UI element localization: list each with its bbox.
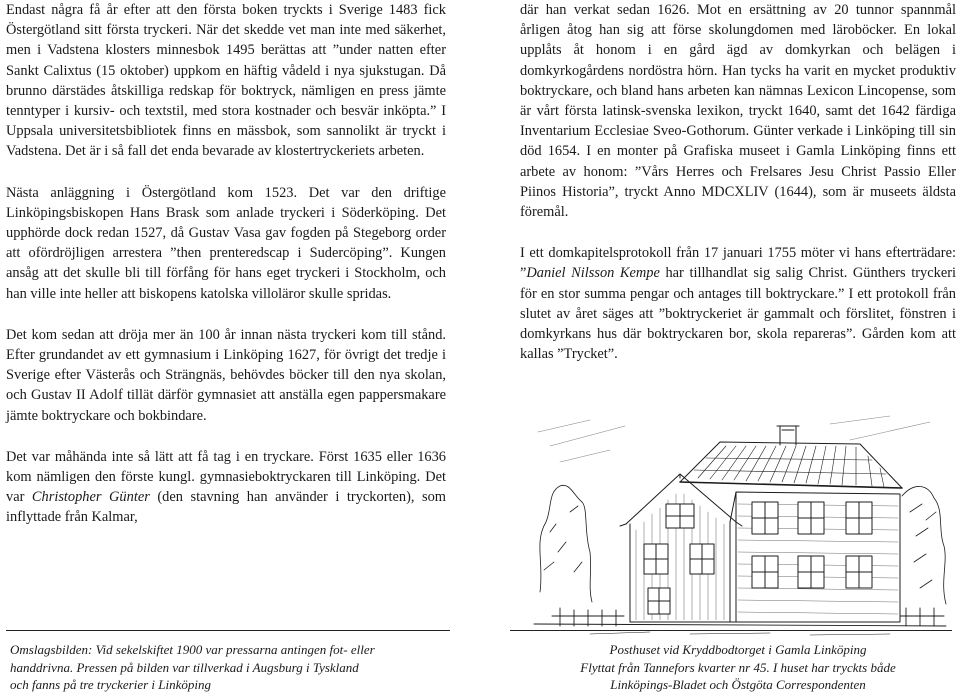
house-sketch-illustration <box>530 412 950 637</box>
side-windows-upper <box>752 502 872 534</box>
illustration-caption <box>520 641 956 694</box>
right-tree <box>902 486 946 604</box>
left-text-column <box>6 0 446 528</box>
name-christopher-gunter: Christopher Günter <box>31 489 150 506</box>
paragraph-gunter-start: Det var måhända inte så lätt att få tag i en tryckare. Först 1635 eller 1636 kom nämligen den förste kungl. gymnasieboktryckaren till Linköping. Det var <box>6 448 446 506</box>
cover-caption-line-3: och fanns på tre tryckerier i Linköping <box>10 677 211 693</box>
paragraph-kempe-end: har tillhandlat sig salig Christ. Günthers tryckeri för en stor summa pengar och antages till boktryckare.” I ett protokoll från slutet av året säges att ”boktryckeriet är gammalt och förslitet, fönstren i domkyrkans hus där boktryckaren bor, skola repareras”. Gården kom att kallas ”Trycket”. <box>520 265 956 363</box>
paragraph-kempe <box>520 243 956 364</box>
illustration-caption-line-3: Linköpings-Bladet och Östgöta Correspondenten <box>610 677 866 693</box>
name-daniel-nilsson-kempe: Daniel Nilsson Kempe <box>526 265 660 282</box>
paragraph-kempe-start: I ett domkapitelsprotokoll från 17 januari 1755 möter vi hans efterträdare: ” <box>520 245 956 282</box>
illustration-caption-line-1: Posthuset vid Kryddbodtorget i Gamla Linköping <box>609 642 867 657</box>
paragraph-gunter <box>6 447 446 528</box>
caption-divider-gap <box>450 626 510 634</box>
cover-caption <box>10 641 450 694</box>
paragraph-gunter-continued: där han verkat sedan 1626. Mot en ersättning av 20 tunnor spannmål årligen åtog han sig att förse skolungdomen med läroböcker. En lokal upplåts åt honom i en gård ägd av domkyrkan och belägen i domkyrkogårdens nordöstra hörn. Han tycks ha varit en mycket produktiv boktryckare, och bland hans arbeten kan nämnas Lexicon Lincopense, som är vårt första latinsk-svenska lexikon, tryckt 1640, samt det 1642 färdiga Inventarium Ecclesiae Sveo-Gothorum. Günter verkade i Linköping till sin död 1654. I en monter på Grafiska museet i Gamla Linköping finns ett arbete av honom: ”Vårs Herres och Frelsares Jesu Christ Passio Eller Piinos Historia”, tryckt Anno MDCXLIV (1644), som är museets äldsta föremål. <box>520 2 956 221</box>
paragraph-soderkoping: Nästa anläggning i Östergötland kom 1523. Det var den driftige Linköpingsbiskopen Hans Brask som anlade tryckeri i Söderköping. Det upphörde dock redan 1527, då Gustav Vasa gav fogden på Stegeborg order att ofördröjligen arrestera ”then prenteredscap i Sudercöping”. Kungen ansåg att det skulle bli till förfång för hans eget tryckeri i Stockholm, och han ville inte heller att biskopens katolska villoläror skulle spridas. <box>6 184 446 302</box>
chimney <box>777 426 799 445</box>
left-tree <box>540 485 592 602</box>
main-roof <box>680 442 902 488</box>
cover-caption-line-1: Omslagsbilden: Vid sekelskiftet 1900 var pressarna antingen fot- eller <box>10 642 375 657</box>
side-windows-lower <box>752 556 872 588</box>
paragraph-gunter-end: (den stavning han använder i tryckorten), som inflyttade från Kalmar, <box>6 489 446 526</box>
right-text-column <box>520 0 956 364</box>
gable-windows <box>644 504 714 614</box>
paragraph-vadstena: Endast några få år efter att den första boken tryckts i Sverige 1483 fick Östergötland sitt första tryckeri. När det skedde vet man inte med säkerhet, men i Vadstena klosters minnesbok 1495 berättas att ”under natten efter Sankt Calixtus (15 oktober) uppkom en häftig vådeld i nya sjukstugan. Då brunno därstädes åtskilliga redskap för boktryck, nämligen en press jämte tenntyper i kursiv- och textstil, med stora kostnader och besvär inköpta.” I Uppsala universitetsbibliotek finns en mässbok, som sannolikt är tryckt i Vadstena. Det är i så fall det enda bevarade av klostertryckeriets arbeten. <box>6 2 446 160</box>
cover-caption-line-2: handdrivna. Pressen på bilden var tillverkad i Augsburg i Tyskland <box>10 659 359 675</box>
paragraph-gymnasium: Det kom sedan att dröja mer än 100 år innan nästa tryckeri kom till stånd. Efter grundandet av ett gymnasium i Linköping 1627, för övrigt det tredje i Sverige efter Västerås och Strängnäs, behövdes böcker till den nya skolan, och Gustav II Adolf tillät därför gymnasiet att anställa egen pappersmakare jämte boktryckare och bokbindare. <box>6 326 446 424</box>
illustration-caption-line-2: Flyttat från Tannefors kvarter nr 45. I huset har tryckts både <box>580 659 896 675</box>
